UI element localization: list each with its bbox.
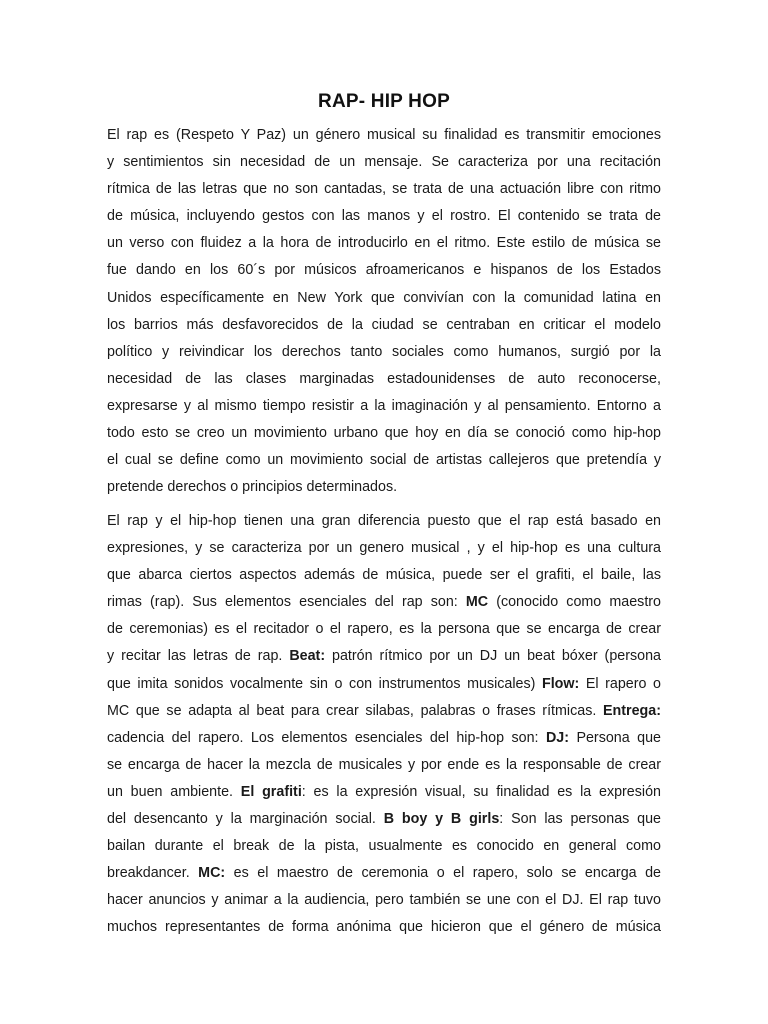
- text-run: : es la expresión visual, su finalidad es la expresión: [301, 783, 661, 800]
- paragraph-line: de ceremonias) es el recitador o el rapero, es la persona que se encarga de crear: [107, 621, 661, 638]
- paragraph-line: todo esto se creo un movimiento urbano que hoy en día se conoció como hip-hop: [107, 425, 661, 442]
- paragraph-line: [107, 671, 661, 698]
- paragraph-line: El rap y el hip-hop tienen una gran diferencia puesto que el rap está basado en: [107, 513, 661, 529]
- text-run: que imita sonidos vocalmente sin o con instrumentos musicales): [107, 675, 542, 692]
- paragraph-line: El rap es (Respeto Y Paz) un género musical su finalidad es transmitir emociones: [107, 127, 661, 143]
- paragraph-line: pretende derechos o principios determinados.: [107, 479, 398, 496]
- paragraph-line: hacer anuncios y animar a la audiencia, pero también se une con el DJ. El rap tuvo: [107, 892, 661, 909]
- text-run: Persona que: [569, 729, 661, 746]
- paragraph-line: necesidad de las clases marginadas estadounidenses de auto reconocerse,: [107, 370, 661, 387]
- term-bboy-bgirls: B boy y B girls: [383, 811, 500, 828]
- paragraph-line: que abarca ciertos aspectos además de música, puede ser el grafiti, el baile, las: [107, 567, 661, 584]
- paragraph-line: [107, 643, 661, 670]
- paragraph-line: bailan durante el break de la pista, usualmente es conocido en general como: [107, 838, 661, 855]
- paragraph-line: [107, 698, 661, 725]
- text-run: : Son las personas que: [499, 811, 661, 828]
- text-run: un buen ambiente.: [107, 783, 241, 800]
- text-run: El rapero o: [579, 675, 661, 692]
- term-flow: Flow:: [541, 675, 580, 692]
- text-run: patrón rítmico por un DJ un beat bóxer (persona: [325, 648, 661, 665]
- term-mc: MC: [465, 594, 489, 611]
- text-run: MC que se adapta al beat para crear silabas, palabras o frases rítmicas.: [107, 702, 603, 719]
- paragraph-line: un verso con fluidez a la hora de introducirlo en el ritmo. Este estilo de música se: [107, 235, 661, 252]
- paragraph-line: se encarga de hacer la mezcla de musicales y por ende es la responsable de crear: [107, 756, 661, 773]
- paragraph-line: [107, 589, 661, 616]
- text-run: breakdancer.: [107, 865, 199, 882]
- paragraph-line: [107, 779, 661, 806]
- paragraph-1: [107, 122, 661, 501]
- page-title: RAP- HIP HOP: [318, 91, 450, 112]
- paragraph-line: de música, incluyendo gestos con las manos y el rostro. El contenido se trata de: [107, 208, 661, 225]
- term-dj: DJ:: [545, 729, 569, 746]
- paragraph-line: los barrios más desfavorecidos de la ciudad se centraban en criticar el modelo: [107, 316, 661, 333]
- paragraph-line: [107, 806, 661, 833]
- paragraph-line: expresarse y al mismo tiempo resistir a la imaginación y al pensamiento. Entorno a: [107, 397, 661, 414]
- term-grafiti: El grafiti: [240, 783, 302, 800]
- text-run: cadencia del rapero. Los elementos esenciales del hip-hop son:: [107, 729, 546, 746]
- term-beat: Beat:: [289, 648, 326, 665]
- paragraph-line: rítmica de las letras que no son cantadas, se trata de una actuación libre con ritmo: [107, 181, 661, 198]
- text-run: rimas (rap). Sus elementos esenciales del rap son:: [107, 594, 466, 611]
- paragraph-line: [107, 725, 661, 752]
- paragraph-2: [107, 508, 661, 942]
- paragraph-line: [107, 860, 661, 887]
- term-entrega: Entrega:: [603, 702, 661, 719]
- paragraph-line: Unidos específicamente en New York que convivían con la comunidad latina en: [107, 289, 661, 306]
- text-run: es el maestro de ceremonia o el rapero, solo se encarga de: [225, 865, 661, 882]
- text-run: y recitar las letras de rap.: [107, 648, 290, 665]
- paragraph-line: y sentimientos sin necesidad de un mensaje. Se caracteriza por una recitación: [107, 154, 661, 171]
- term-mc-2: MC:: [198, 865, 226, 882]
- paragraph-line: muchos representantes de forma anónima que hicieron que el género de música: [107, 919, 661, 936]
- text-run: del desencanto y la marginación social.: [107, 811, 384, 828]
- paragraph-line: expresiones, y se caracteriza por un genero musical , y el hip-hop es una cultura: [107, 540, 661, 557]
- paragraph-line: el cual se define como un movimiento social de artistas callejeros que pretendía y: [107, 452, 661, 469]
- paragraph-line: fue dando en los 60´s por músicos afroamericanos e hispanos de los Estados: [107, 262, 661, 279]
- paragraph-line: político y reivindicar los derechos tanto sociales como humanos, surgió por la: [107, 343, 661, 360]
- text-run: (conocido como maestro: [488, 594, 661, 611]
